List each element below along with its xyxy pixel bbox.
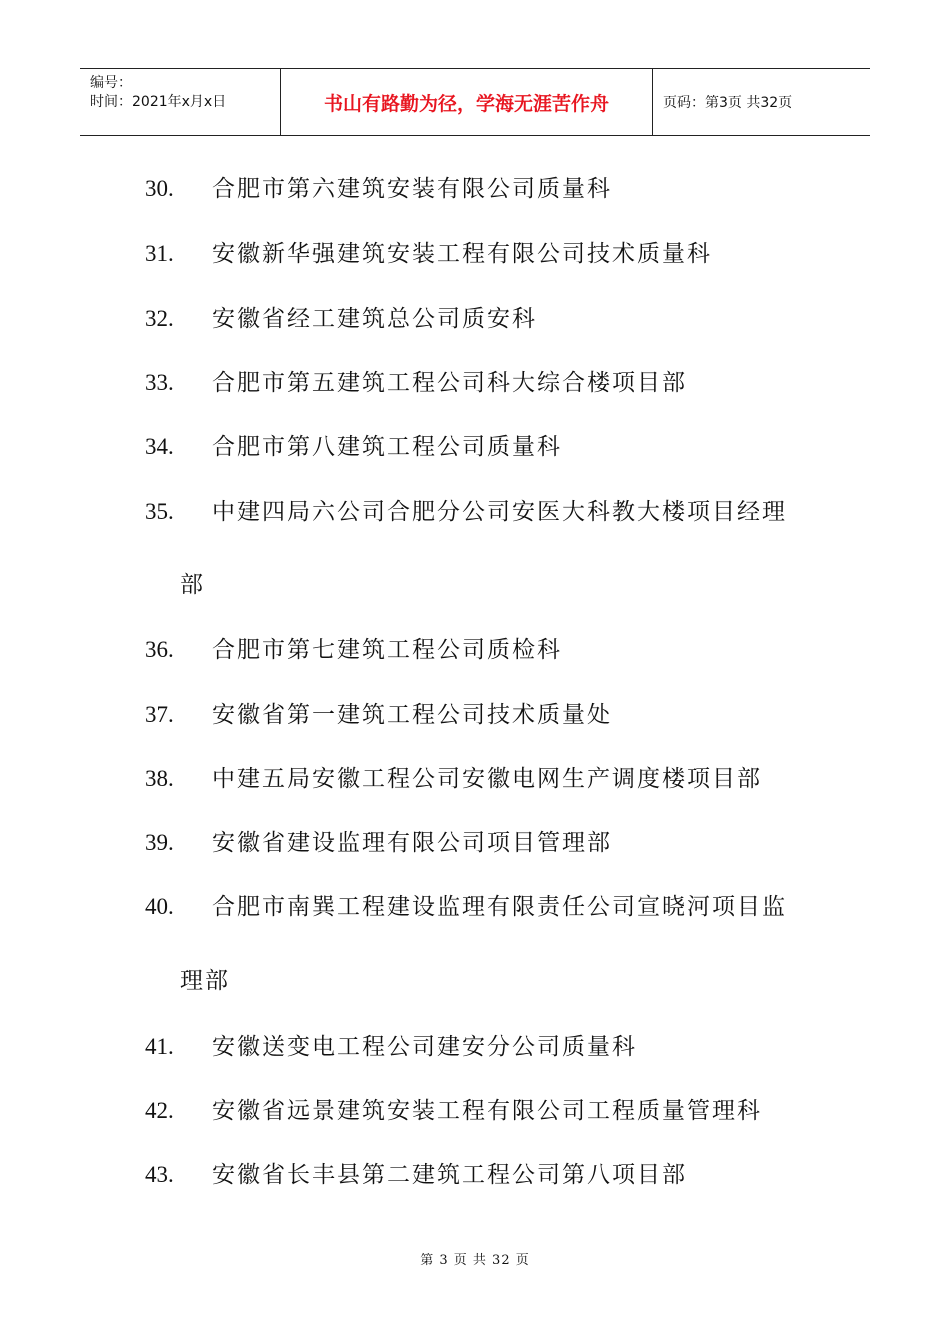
item-number: 32.: [145, 306, 174, 331]
item-number: 38.: [145, 766, 174, 791]
header-page-info: 页码：第3页 共32页: [663, 95, 793, 111]
item-text: 中建四局六公司合肥分公司安医大科教大楼项目经理: [212, 499, 787, 525]
list-item: [145, 300, 537, 333]
item-number: 35.: [145, 499, 174, 524]
item-number: 36.: [145, 637, 174, 662]
item-number: 41.: [145, 1034, 174, 1059]
list-item: [145, 493, 787, 526]
item-number: 42.: [145, 1098, 174, 1123]
page-header: [80, 68, 870, 136]
list-item: [145, 235, 712, 268]
item-text: 合肥市第五建筑工程公司科大综合楼项目部: [212, 370, 687, 396]
list-item-continuation: 部: [180, 572, 205, 598]
list-item: [145, 1092, 762, 1125]
item-number: 39.: [145, 830, 174, 855]
item-number: 43.: [145, 1162, 174, 1187]
item-text: 安徽省经工建筑总公司质安科: [212, 306, 537, 332]
item-text: 安徽省远景建筑安装工程有限公司工程质量管理科: [212, 1098, 762, 1124]
list-item: [145, 824, 612, 857]
item-text: 合肥市第七建筑工程公司质检科: [212, 637, 562, 663]
list-item: [145, 760, 762, 793]
list-item: [145, 631, 562, 664]
list-item: [145, 428, 562, 461]
item-text: 合肥市第六建筑安装有限公司质量科: [212, 176, 612, 202]
list-item: [145, 364, 687, 397]
item-text: 安徽送变电工程公司建安分公司质量科: [212, 1034, 637, 1060]
item-text: 中建五局安徽工程公司安徽电网生产调度楼项目部: [212, 766, 762, 792]
item-number: 30.: [145, 176, 174, 201]
item-text: 合肥市第八建筑工程公司质量科: [212, 434, 562, 460]
item-number: 31.: [145, 241, 174, 266]
item-text: 安徽新华强建筑安装工程有限公司技术质量科: [212, 241, 712, 267]
item-number: 37.: [145, 702, 174, 727]
list-item-continuation: 理部: [180, 968, 230, 994]
document-number-label: 编号：: [90, 75, 132, 91]
header-motto: 书山有路勤为径，学海无涯苦作舟: [281, 69, 653, 135]
item-text: 安徽省建设监理有限公司项目管理部: [212, 830, 612, 856]
item-number: 33.: [145, 370, 174, 395]
list-item: [145, 170, 612, 203]
page-footer: 第 3 页 共 32 页: [420, 1253, 530, 1268]
item-text: 安徽省第一建筑工程公司技术质量处: [212, 702, 612, 728]
list-item: [145, 1156, 687, 1189]
item-number: 40.: [145, 894, 174, 919]
list-item: [145, 696, 612, 729]
item-text: 安徽省长丰县第二建筑工程公司第八项目部: [212, 1162, 687, 1188]
item-text: 合肥市南巽工程建设监理有限责任公司宣晓河项目监: [212, 894, 787, 920]
item-number: 34.: [145, 434, 174, 459]
list-item: [145, 888, 787, 921]
list-item: [145, 1028, 637, 1061]
header-meta: [80, 69, 281, 135]
document-time-label: 时间：2021年x月x日: [90, 94, 227, 110]
